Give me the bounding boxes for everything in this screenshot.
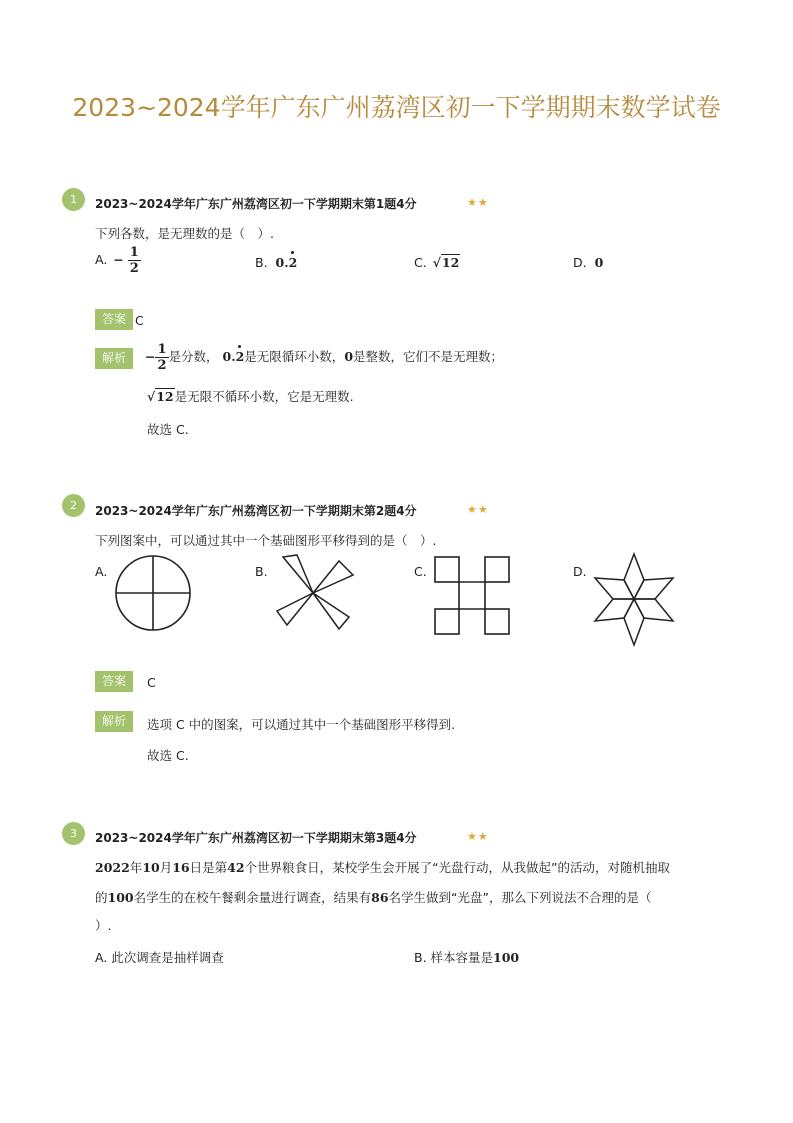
- option-b: [414, 948, 519, 966]
- analysis-tag: 解析: [95, 348, 133, 369]
- analysis-text: 是分数，: [168, 349, 219, 364]
- option-b-label: B.: [255, 564, 268, 579]
- stem-text: 年: [129, 860, 143, 875]
- difficulty-stars: ★★: [467, 830, 489, 843]
- radicand: 12: [156, 389, 174, 404]
- analysis-tag: 解析: [95, 711, 133, 732]
- month-number: 10: [142, 860, 160, 875]
- decimal-part: 0.: [275, 255, 289, 270]
- decimal-part: 0.: [222, 349, 236, 364]
- option-label: D.: [573, 255, 587, 270]
- option-c: C. √12: [414, 255, 460, 270]
- repeating-digit: 2: [288, 255, 298, 270]
- option-a: [95, 246, 141, 275]
- denominator: 2: [129, 261, 139, 276]
- page-title: 2023~2024学年广东广州荔湾区初一下学期期末数学试卷: [72, 93, 721, 122]
- question-number-badge: 3: [62, 822, 85, 845]
- option-a-label: A.: [95, 564, 108, 579]
- option-text: B. 样本容量是: [414, 950, 494, 965]
- stem-text: 名学生做到“光盘”，那么下列说法不合理的是（: [388, 890, 652, 905]
- option-label: C.: [414, 255, 427, 270]
- stem-text: 的: [95, 890, 108, 905]
- pinwheel-figure: [273, 553, 355, 635]
- question-stem: 下列图案中，可以通过其中一个基础图形平移得到的是（ ）.: [95, 533, 437, 548]
- sample-number: 100: [107, 890, 134, 905]
- option-number: 100: [493, 950, 520, 965]
- circle-quartered-figure: [115, 555, 193, 633]
- fraction: [155, 343, 168, 372]
- question-number-badge: 1: [62, 188, 85, 211]
- translated-squares-figure: [434, 556, 512, 638]
- question-number-badge: 2: [62, 494, 85, 517]
- question-header: 2023~2024学年广东广州荔湾区初一下学期期末第1题4分: [95, 197, 417, 211]
- question-stem-line: [95, 858, 670, 876]
- stem-text: 日是第: [189, 860, 228, 875]
- option-d: [573, 255, 603, 270]
- option-value: 0: [594, 255, 604, 270]
- option-c-label: C.: [414, 564, 427, 579]
- question-header: 2023~2024学年广东广州荔湾区初一下学期期末第3题4分: [95, 831, 417, 845]
- stem-text: 月: [159, 860, 173, 875]
- option-b: [255, 255, 297, 270]
- numerator: 1: [157, 342, 167, 357]
- option-label: B.: [255, 255, 268, 270]
- zero-value: 0: [344, 349, 354, 364]
- fraction: [128, 246, 141, 275]
- difficulty-stars: ★★: [467, 503, 489, 516]
- question-stem-line: [95, 888, 651, 906]
- analysis-text: 是整数，它们不是无理数；: [353, 349, 504, 364]
- option-d-label: D.: [573, 564, 587, 579]
- minus-sign: −: [145, 349, 156, 364]
- stem-text: 名学生的在校午餐剩余量进行调查，结果有: [133, 890, 372, 905]
- analysis-text: 是无限不循环小数，它是无理数.: [174, 389, 354, 404]
- six-rhombus-star-figure: [593, 553, 675, 647]
- analysis-line: [145, 343, 503, 372]
- answer-value: C: [147, 675, 156, 690]
- difficulty-stars: ★★: [467, 196, 489, 209]
- stem-text: 个世界粮食日，某校学生会开展了“光盘行动，从我做起”的活动，对随机抽取: [244, 860, 671, 875]
- question-stem-line: ）.: [95, 918, 112, 933]
- analysis-conclusion: 故选 C.: [147, 748, 189, 763]
- answer-value: C: [135, 313, 144, 328]
- analysis-text: 是无限循环小数，: [244, 349, 345, 364]
- radicand: 12: [441, 255, 460, 270]
- question-header: 2023~2024学年广东广州荔湾区初一下学期期末第2题4分: [95, 504, 417, 518]
- answer-tag: 答案: [95, 671, 133, 692]
- analysis-line: √12是无限不循环小数，它是无理数.: [147, 389, 354, 404]
- year-number: 2022: [95, 860, 130, 875]
- day-number: 16: [172, 860, 190, 875]
- ordinal-number: 42: [227, 860, 245, 875]
- count-number: 86: [371, 890, 389, 905]
- analysis-conclusion: 故选 C.: [147, 422, 189, 437]
- minus-sign: −: [113, 252, 124, 267]
- repeating-digit: 2: [235, 349, 245, 364]
- numerator: 1: [129, 245, 139, 260]
- analysis-text: 选项 C 中的图案，可以通过其中一个基础图形平移得到.: [147, 717, 456, 732]
- denominator: 2: [157, 358, 167, 373]
- question-stem: 下列各数，是无理数的是（ ）.: [95, 226, 274, 241]
- answer-tag: 答案: [95, 309, 133, 330]
- option-a: A. 此次调查是抽样调查: [95, 950, 224, 965]
- option-label: A.: [95, 252, 108, 267]
